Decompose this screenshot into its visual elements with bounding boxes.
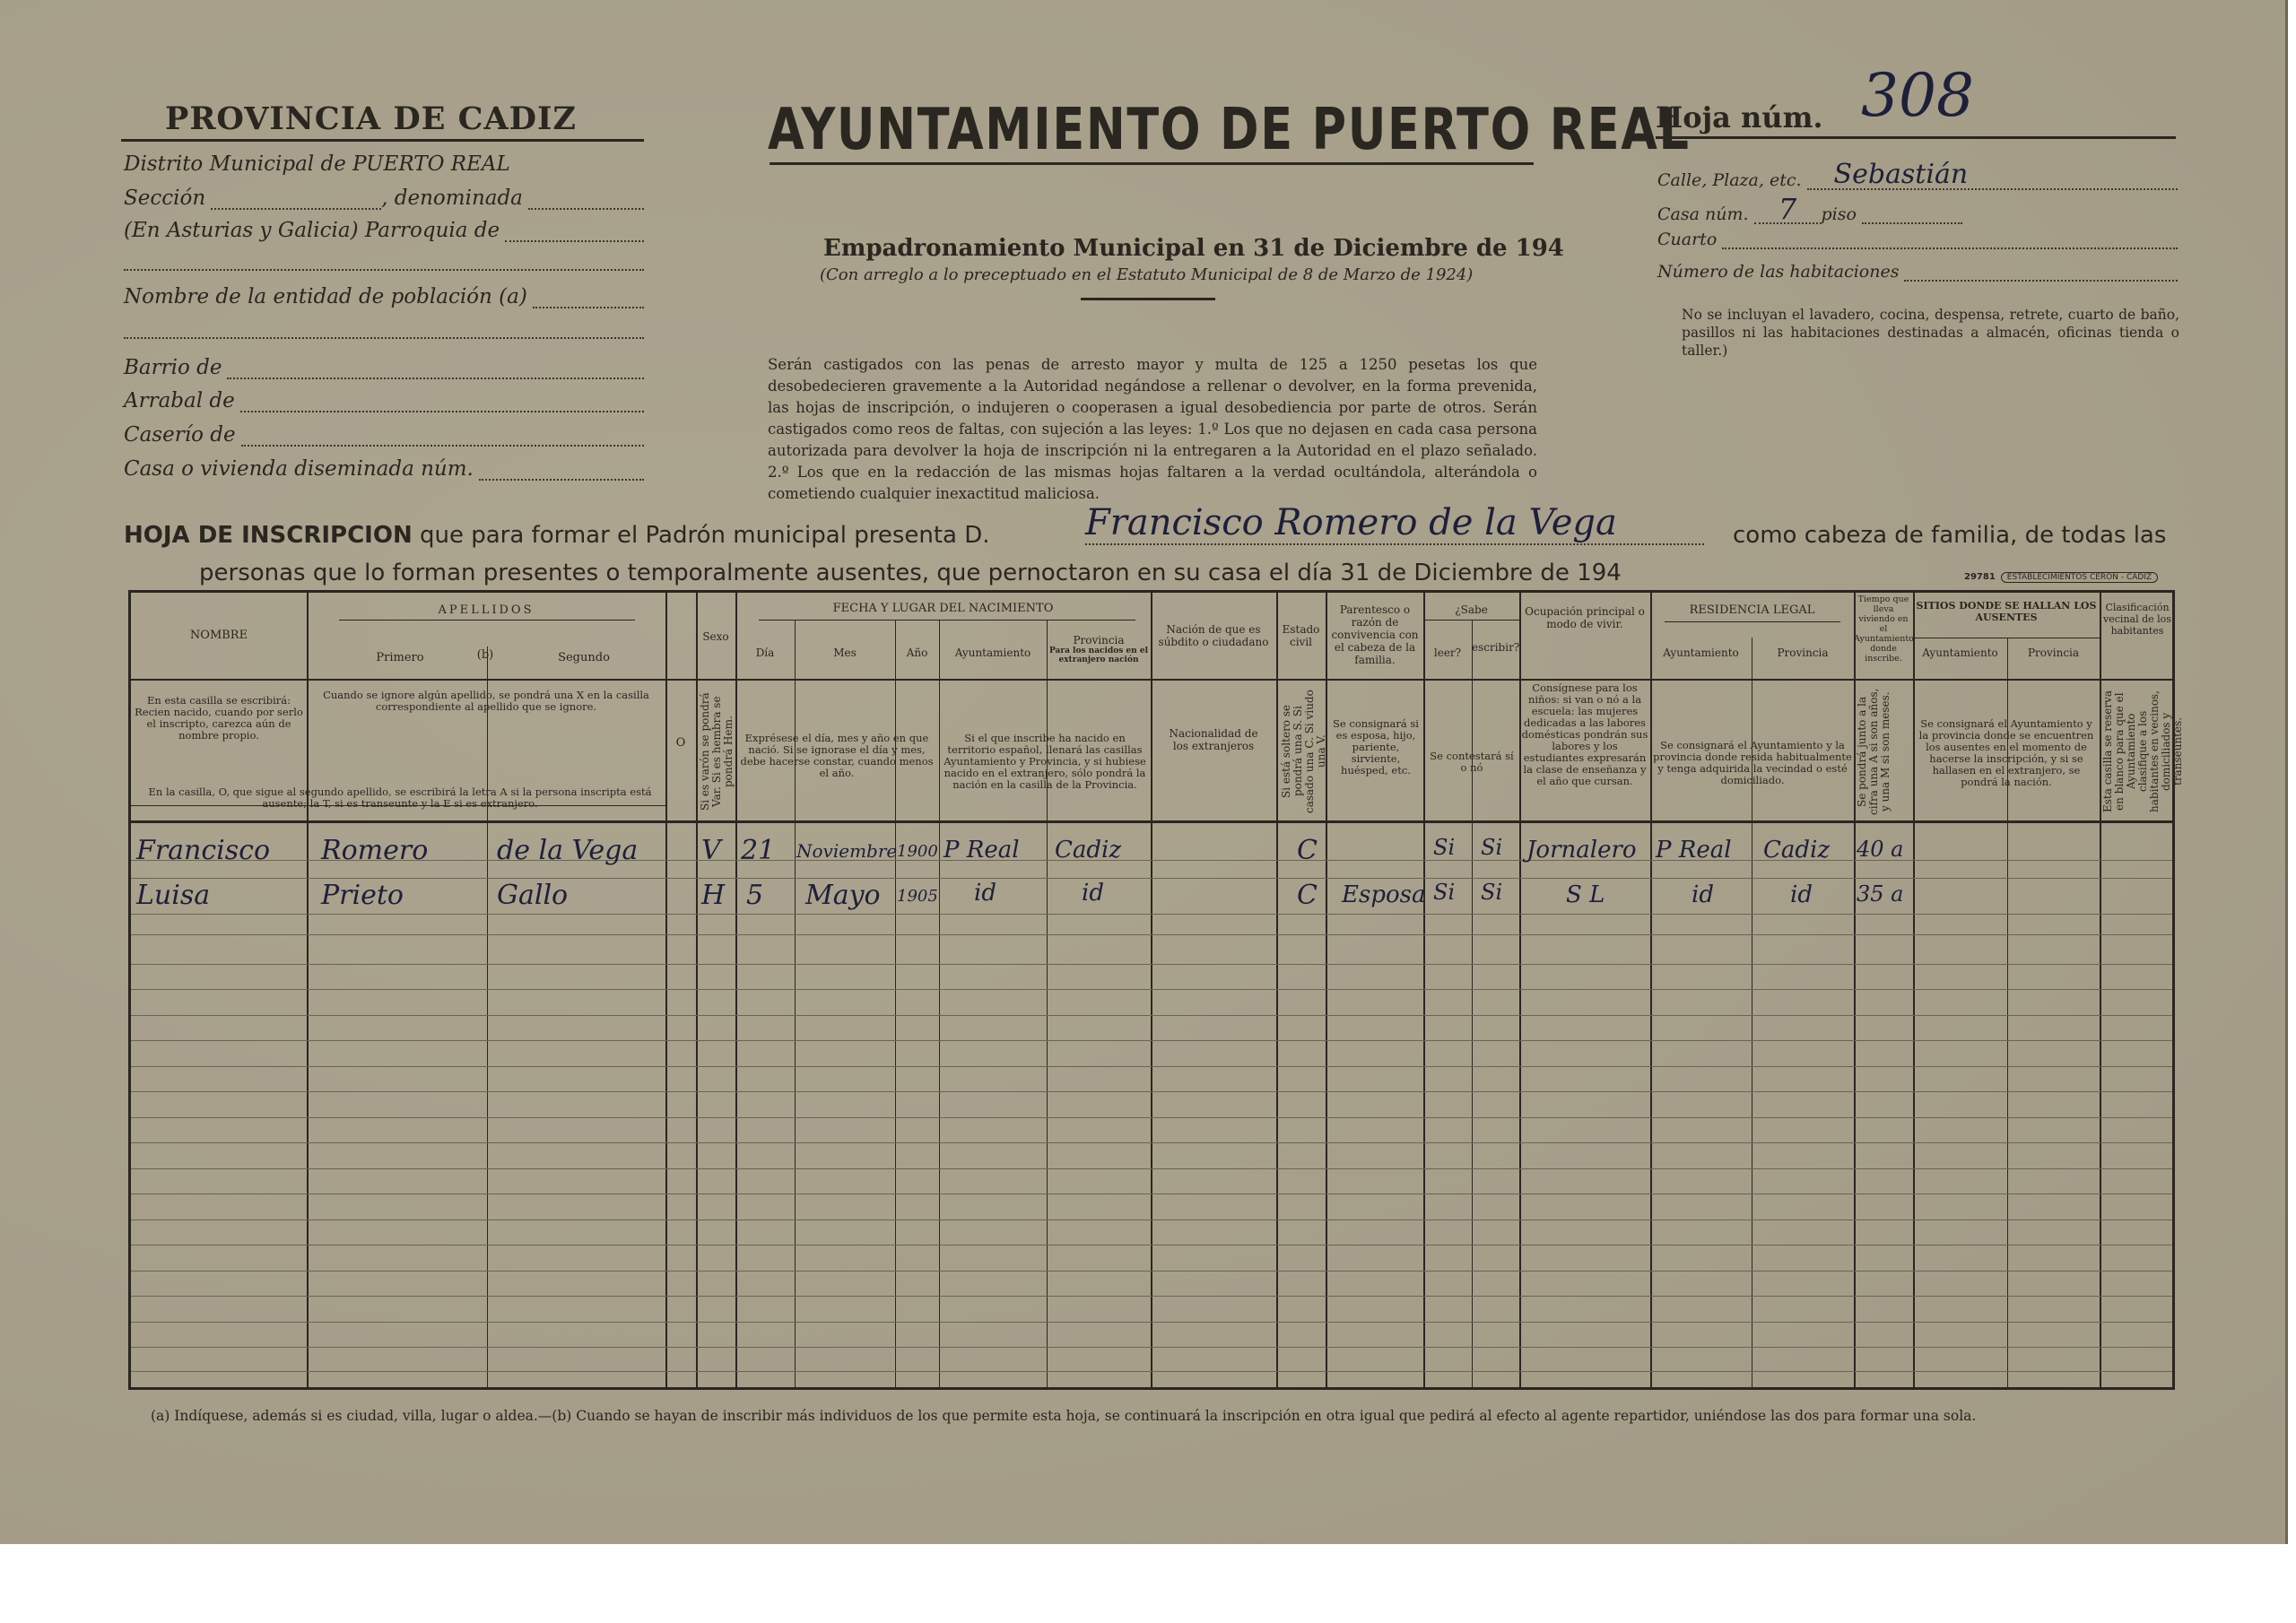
row1-primero[interactable]: Romero [321,835,429,866]
row1-sexo[interactable]: V [701,835,721,866]
row2-mes[interactable]: Mayo [805,880,881,911]
row2-res-ayuntamiento[interactable]: id [1692,881,1714,908]
col-escribir-header: escribir? [1472,641,1520,654]
row2-anio[interactable]: 1905 [897,887,938,906]
col-nacion-header: Nación de que es súbdito o ciudadano [1158,623,1269,648]
divider [121,139,644,142]
row2-segundo[interactable]: Gallo [497,880,569,911]
calle-label: Calle, Plaza, etc. [1657,170,1802,190]
col-res-provincia-header: Provincia [1777,647,1829,659]
row1-dia[interactable]: 21 [741,835,776,866]
row2-dia[interactable]: 5 [746,880,764,911]
row2-estado[interactable]: C [1297,880,1318,911]
header-divider [131,820,2172,823]
col-line [1151,593,1152,1387]
residencia-rule [1665,621,1840,622]
sitios-instruction: Se consignará el Ayuntamiento y la provincia donde se encuentren los ausentes en el momento de hacerse la inscripción, y si se hallasen en el extranjero, se pondrá la nación. [1918,717,2094,788]
row1-nombre[interactable]: Francisco [136,835,271,866]
barrio-label: Barrio de [124,356,222,379]
col-line [1913,593,1915,1387]
printer-code: 29781 [1964,572,1996,582]
row2-escribir[interactable]: Si [1481,880,1503,905]
caserio-field[interactable] [241,429,644,447]
row1-estado[interactable]: C [1297,835,1318,866]
entidad-field[interactable] [533,291,644,308]
barrio-line [124,356,644,379]
col-anio-header: Año [906,647,928,659]
col-nombre-header: NOMBRE [189,629,248,642]
row1-ayuntamiento[interactable]: P Real [944,837,1020,864]
col-line [1276,593,1278,1387]
entidad-line [124,285,644,308]
col-apellidos-header: APELLIDOS [438,603,535,617]
row-line [131,1193,2172,1194]
row1-mes[interactable]: Noviembre [796,840,898,862]
casa-num-field[interactable]: 7 [1754,195,1822,224]
row-line [131,1322,2172,1323]
seccion-label: Sección [124,187,206,210]
arrabal-label: Arrabal de [124,389,235,412]
col-res-ayuntamiento-header: Ayuntamiento [1663,647,1739,659]
clasificacion-instruction: Esta casilla se reserva en blanco para que el Ayuntamiento clasifique a los habitantes en vecinos, domiciliados y transeuntes. [2101,690,2184,813]
inscription-line-2: personas que lo forman presentes o temporalmente ausentes, que pernoctaron en su casa el día 31 de Diciembre de 194 [199,560,1622,586]
parroquia-line [124,219,644,242]
row2-provincia[interactable]: id [1082,880,1104,907]
caserio-label: Caserío de [124,423,236,447]
row1-leer[interactable]: Si [1433,835,1456,860]
printer-name: ESTABLECIMIENTOS CERON - CADIZ [2001,572,2158,583]
inscription-lead: HOJA DE INSCRIPCION [124,522,413,549]
col-residencia-header: RESIDENCIA LEGAL [1689,603,1815,617]
habitaciones-field[interactable] [1904,265,2178,282]
row1-tiempo[interactable]: 40 a [1857,837,1904,862]
row-line [131,1371,2172,1372]
hoja-label: Hoja núm. [1656,100,1823,135]
row1-res-ayuntamiento[interactable]: P Real [1656,837,1732,864]
row-line [131,1219,2172,1220]
row-line [131,1066,2172,1067]
col-aus-provincia-header: Provincia [2027,647,2080,659]
apellidos-rule [339,620,635,621]
estado-instruction: Si está soltero se pondrá una S. Si casado una C. Si viudo una V. [1280,690,1327,813]
apellidos-instruction-2: En la casilla, O, que sigue al segundo apellido, se escribirá la letra A si la persona inscripta está ausente; la T, si es transeunte y la E si es extranjero. [148,785,652,810]
divider [770,162,1534,165]
col-b-mark: (b) [476,648,494,662]
row2-nombre[interactable]: Luisa [136,880,211,911]
inscription-after-name: como cabeza de familia, de todas las [1733,522,2167,549]
row2-sexo[interactable]: H [701,880,726,911]
row-line [131,964,2172,965]
row-line [131,934,2172,935]
caserio-line [124,423,644,447]
printer-stamp [1964,572,2158,582]
province-title: PROVINCIA DE CADIZ [165,100,577,137]
calle-field[interactable]: Sebastián [1807,161,2178,190]
col-line [487,647,488,1387]
col-sitios-header: SITIOS DONDE SE HALLAN LOS AUSENTES [1916,600,2097,623]
col-line [735,593,737,1387]
parroquia-field[interactable] [505,224,644,242]
sabe-rule [1423,620,1519,621]
casa-diseminada-label: Casa o vivienda diseminada núm. [124,457,474,481]
col-parentesco-header: Parentesco o razón de convivencia con el cabeza de la familia. [1331,603,1419,666]
col-line [665,593,667,1387]
lugar-instruction: Si el que inscribe ha nacido en territorio español, llenará las casillas Ayuntamiento y Provincia, y si hubiese nacido en el extranjero, sólo pondrá la nación en la casilla de la Provincia. [944,732,1146,791]
cuarto-label: Cuarto [1657,230,1718,249]
arrabal-field[interactable] [240,395,644,412]
row2-parentesco[interactable]: Esposa [1342,881,1426,908]
casa-diseminada-field[interactable] [479,463,644,481]
calle-line [1657,161,2178,190]
col-line [939,620,940,1387]
col-leer-header: leer? [1433,647,1462,659]
tiempo-instruction: Se pondrá junto a la cifra una A si son años, y una M si son meses. [1856,688,1892,815]
entidad-label: Nombre de la entidad de población (a) [124,285,527,308]
row-line [131,1015,2172,1016]
col-ayuntamiento-header: Ayuntamiento [954,647,1031,659]
row-line [131,914,2172,915]
col-estado-header: Estado civil [1282,623,1320,648]
row2-ayuntamiento[interactable]: id [974,880,996,907]
sexo-instruction: Si es varón se pondrá Var. Si es hembra se pondrá Hem. [699,692,735,811]
col-primero-header: Primero [376,651,424,664]
col-line [696,593,698,1387]
empadronamiento-title: Empadronamiento Municipal en 31 de Diciembre de 194 [823,235,1564,262]
col-mes-header: Mes [833,647,857,659]
row1-anio[interactable]: 1900 [897,842,938,861]
cuarto-line [1657,230,2178,249]
row-line [131,989,2172,990]
arrabal-line [124,389,644,412]
row-line [131,1117,2172,1118]
seccion-field[interactable] [211,192,381,210]
casa-diseminada-line [124,457,644,481]
col-sabe-header: ¿Sabe [1455,603,1488,616]
penalty-warning: Serán castigados con las penas de arresto mayor y multa de 125 a 1250 pesetas los que desobedecieren gravemente a la Autoridad negándose a rellenar o devolver, en la forma prevenida, las hojas de inscripción, o indujeren o cooperasen a igual desobediencia por parte de otros. Serán castigados como reos de faltas, con sujeción a las leyes: 1.º Los que no dejasen en cada casa persona autorizada para devolver la hoja de inscripción ni la entregaren a la Autoridad en el plazo señalado. 2.º Los que en la redacción de las mismas hojas faltaren a la verdad ocultándola, alterándola o cometiendo cualquier inexactitud maliciosa. [768,356,1537,502]
col-ocupacion-header: Ocupación principal o modo de vivir. [1525,605,1645,630]
col-line [1650,593,1652,1387]
divider [1656,136,2176,139]
col-provincia-header: Provincia [1073,634,1125,647]
casa-line [1657,192,1962,226]
col-line [1472,620,1473,1387]
col-fecha-lugar-header: FECHA Y LUGAR DEL NACIMIENTO [832,602,1054,615]
col-line [1326,593,1327,1387]
col-tiempo-header: Tiempo que lleva viviendo en el Ayuntamiento donde inscribe. [1854,595,1914,664]
row-line [131,1040,2172,1041]
barrio-field[interactable] [227,361,644,379]
row-line [131,1091,2172,1092]
row1-res-provincia[interactable]: Cadiz [1763,837,1831,864]
seccion-line [124,187,644,210]
row2-primero[interactable]: Prieto [321,880,404,911]
col-segundo-header: Segundo [558,651,610,664]
col-aus-ayuntamiento-header: Ayuntamiento [1922,647,1998,659]
apellidos-instruction-1: Cuando se ignore algún apellido, se pondrá una X en la casilla correspondiente al apellido que se ignore. [323,689,649,713]
row-line [131,1347,2172,1348]
row-line [131,1296,2172,1297]
nacion-instruction: Nacionalidad de los extranjeros [1169,727,1258,752]
ornament-rule [1081,298,1215,300]
inscription-line-1 [124,522,990,549]
col-provincia-sub: Para los nacidos en el extranjero nación [1048,647,1148,664]
entidad-field-2[interactable] [124,337,644,339]
denominada-label: , denominada [381,187,523,210]
row2-ocupacion[interactable]: S L [1566,881,1605,908]
o-mark: O [675,736,686,750]
col-line [1423,593,1425,1387]
inscription-lead-rest: que para formar el Padrón municipal presenta D. [419,522,990,549]
header-divider [131,679,2172,681]
cuarto-field[interactable] [1722,233,2178,249]
ayuntamiento-title: AYUNTAMIENTO DE PUERTO REAL [768,97,1691,163]
row2-tiempo[interactable]: 35 a [1857,881,1904,907]
piso-field[interactable] [1862,208,1962,224]
habitaciones-note: No se incluyan el lavadero, cocina, despensa, retrete, cuarto de baño, pasillos ni las habitaciones destinadas a almacén, oficinas tienda o taller.) [1682,307,2179,359]
distrito-label: Distrito Municipal de PUERTO REAL [124,152,510,176]
nombre-instruction: En esta casilla se escribirá: Recien nacido, cuando por serlo el inscripto, carezca aún de nombre propio. [135,694,303,742]
estatuto-subtitle: (Con arreglo a lo preceptuado en el Estatuto Municipal de 8 de Marzo de 1924) [820,265,1474,284]
hoja-number[interactable]: 308 [1861,61,1974,130]
row1-segundo[interactable]: de la Vega [497,835,639,866]
habitaciones-line [1657,262,2178,282]
footnote: (a) Indíquese, además si es ciudad, villa, lugar o aldea.—(b) Cuando se hayan de inscribir más individuos de los que permite esta hoja, se continuará la inscripción en otra igual que pedirá al efecto al agente repartidor, uniéndose las dos para formar una sola. [151,1408,1977,1424]
fecha-instruction: Exprésese el día, mes y año en que nació. Si se ignorase el día y mes, debe hacerse constar, cuando menos el año. [740,732,934,779]
piso-label: piso [1821,204,1857,224]
casa-num-label: Casa núm. [1657,204,1749,224]
denominada-field[interactable] [528,192,644,210]
head-of-family-name[interactable]: Francisco Romero de la Vega [1085,502,1704,545]
inscription-table [128,590,2184,1390]
ocupacion-instruction: Consígnese para los niños: si van o nó a la escuela: las mujeres dedicadas a las labores domésticas pondrán sus labores y los estudiantes expresarán la clase de enseñanza y el año que cursan. [1521,681,1648,787]
row2-leer[interactable]: Si [1433,880,1456,905]
fecha-rule [759,620,1135,621]
row-line [131,878,2172,879]
row-line [131,1142,2172,1143]
distrito-line [124,152,644,176]
parroquia-label: (En Asturias y Galicia) Parroquia de [124,219,500,242]
col-dia-header: Día [755,647,775,659]
col-clasificacion-header: Clasificación vecinal de los habitantes [2103,602,2171,637]
row1-ocupacion[interactable]: Jornalero [1526,837,1637,864]
parroquia-field-2[interactable] [124,269,644,271]
row2-res-provincia[interactable]: id [1790,881,1813,908]
parentesco-instruction: Se consignará si es esposa, hijo, pariente, sirviente, huésped, etc. [1333,717,1419,777]
residencia-instruction: Se consignará el Ayuntamiento y la provincia donde resida habitualmente y tenga adquirida la vecindad o esté domiciliado. [1653,739,1852,786]
col-sexo-header: Sexo [702,630,729,643]
row1-provincia[interactable]: Cadiz [1055,837,1122,864]
row1-escribir[interactable]: Si [1481,835,1503,860]
col-line [307,593,309,1387]
sabe-instruction: Se contestará sí o nó [1430,750,1514,774]
row-line [131,1168,2172,1169]
habitaciones-label: Número de las habitaciones [1657,262,1900,282]
